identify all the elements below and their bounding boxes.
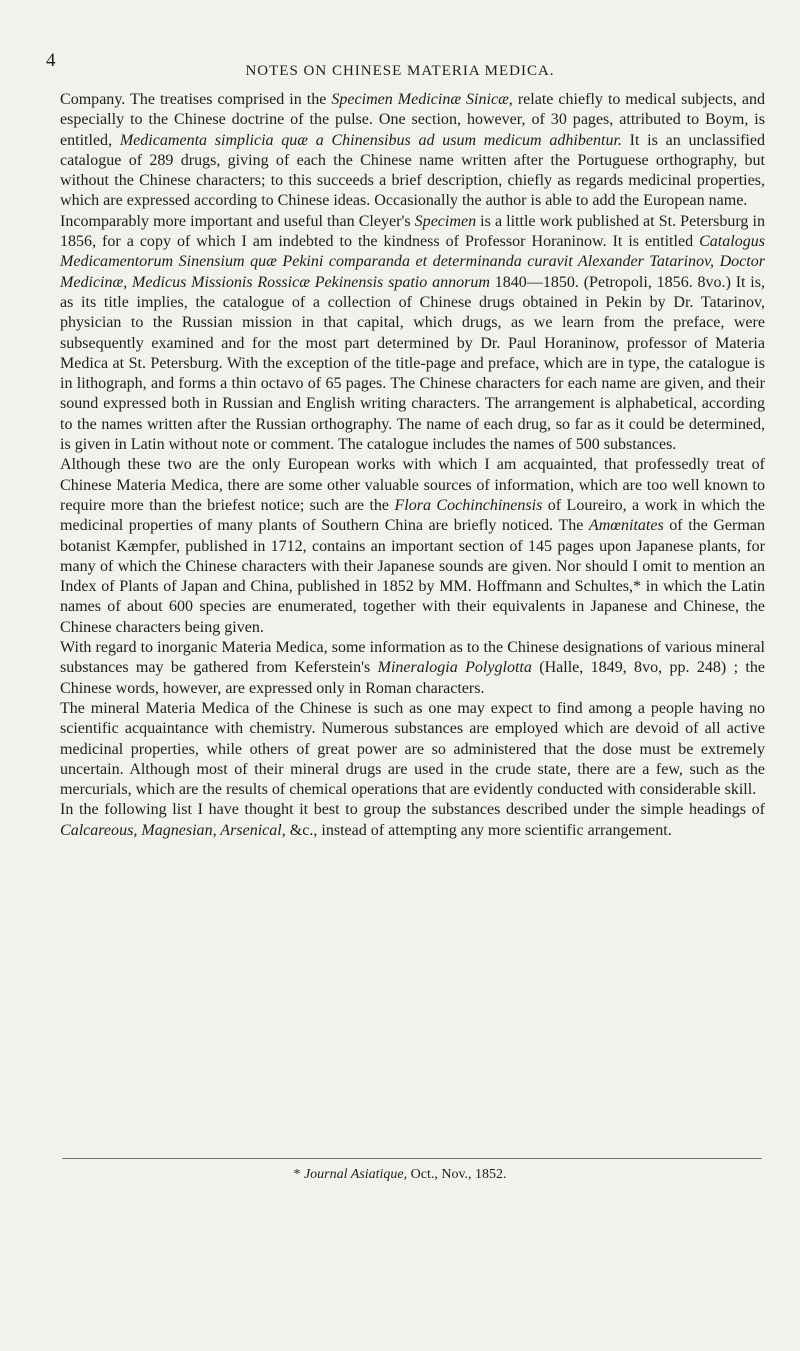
italic-text: Flora Cochinchinensis <box>394 496 543 514</box>
italic-text: Specimen <box>414 212 477 230</box>
paragraph-3 <box>60 455 765 638</box>
paragraph-1 <box>60 90 765 212</box>
text-run: With regard to inorganic Materia Medica, some information as to the Chinese designations of various mineral substances may be gathered from Keferstein's <box>60 639 765 677</box>
italic-text: Amœnitates <box>588 517 664 535</box>
text-run: of Loureiro, a work in which the medicinal properties of many plants of Southern China are briefly noticed. The <box>60 496 765 535</box>
footnote-journal: Journal Asiatique, <box>303 1167 408 1182</box>
footnote <box>0 1166 800 1184</box>
italic-text: Specimen Medicinæ Sinicæ <box>331 91 509 108</box>
paragraph-4 <box>60 638 765 699</box>
text-run: Company. The treatises comprised in the <box>60 91 332 108</box>
italic-text: Calcareous, Magnesian, Arsenical, <box>60 821 286 839</box>
paragraph-6 <box>60 800 765 841</box>
text-run: Incomparably more important and useful than Cleyer's <box>60 212 415 230</box>
text-run: &c., instead of attempting any more scientific arrangement. <box>285 821 672 839</box>
italic-text: Mineralogia Polyglotta <box>377 659 532 677</box>
text-run: In the following list I have thought it best to group the substances described under the simple headings of <box>60 801 765 819</box>
footnote-details: Oct., Nov., 1852. <box>407 1167 507 1182</box>
footnote-marker: * <box>293 1167 304 1182</box>
italic-text: Medicamenta simplicia quæ a Chinensibus ad usum medicum adhibentur. <box>119 131 622 149</box>
text-run: (Halle, 1849, 8vo, pp. 248) ; the Chinese words, however, are expressed only in Roman characters. <box>60 659 765 697</box>
text-run: is a little work published at St. Petersburg in 1856, for a copy of which I am indebted to the kindness of Professor Horaninow. It is entitled <box>60 212 765 251</box>
text-run: It is an unclassified catalogue of 289 drugs, giving of each the Chinese name written after the Portuguese orthography, but without the Chinese characters; to this succeeds a brief description, chiefly as regards medicinal properties, which are expressed according to Chinese ideas. Occasionally the author is able to add the European name. <box>60 131 766 210</box>
text-run: of the German botanist Kæmpfer, published in 1712, contains an important section of 145 pages upon Japanese plants, for many of which the Chinese characters with their Japanese sounds are given. Nor should I omit to mention an Index of Plants of Japan and China, published in 1852 by MM. Hoffmann and Schultes,* in which the Latin names of about 600 species are enumerated, together with their equivalents in Japanese and Chinese, the Chinese characters being given. <box>60 517 765 636</box>
text-run: The mineral Materia Medica of the Chinese is such as one may expect to find among a people having no scientific acquaintance with chemistry. Numerous substances are employed which are devoid of all active medicinal properties, while others of great power are so administered that the dose must be extremely uncertain. Although most of their mineral drugs are used in the crude state, there are a few, such as the mercurials, which are the results of chemical operations that are evidently conducted with considerable skill. <box>60 699 765 799</box>
text-run: Although these two are the only European works with which I am acquainted, that professedly treat of Chinese Materia Medica, there are some other valuable sources of information, which are too well known to require more than the briefest notice; such are the <box>60 456 765 514</box>
text-run: 1840—1850. (Petropoli, 1856. 8vo.) It is, as its title implies, the catalogue of a collection of Chinese drugs obtained in Pekin by Dr. Tatarinov, physician to the Russian mission in that capital, which drugs, as we learn from the preface, were subsequently examined and for the most part determined by Dr. Paul Horaninow, professor of Materia Medica at St. Petersburg. With the exception of the title-page and preface, which are in type, the catalogue is in lithograph, and forms a thin octavo of 65 pages. The Chinese characters for each name are given, and their sound expressed both in Russian and English writing characters. The arrangement is alphabetical, according to the names written after the Russian orthography. The name of each drug, so far as it could be determined, is given in Latin without note or comment. The catalogue includes the names of 500 substances. <box>60 273 765 454</box>
page-number: 4 <box>46 50 56 71</box>
paragraph-2 <box>60 212 765 456</box>
italic-text: Catalogus Medicamentorum Sinensium quæ Pekini comparanda et determinanda curavit Alexander Tatarinov, Doctor Medicinæ, Medicus Missionis Rossicæ Pekinensis spatio annorum <box>60 233 765 291</box>
paragraph-5 <box>60 699 765 800</box>
running-head: NOTES ON CHINESE MATERIA MEDICA. <box>245 63 555 79</box>
text-run: , relate chiefly to medical subjects, and especially to the Chinese doctrine of the pulse. One section, however, of 30 pages, attributed to Boym, is entitled, <box>60 91 765 149</box>
body-text <box>60 90 765 841</box>
footnote-rule <box>62 1158 762 1159</box>
